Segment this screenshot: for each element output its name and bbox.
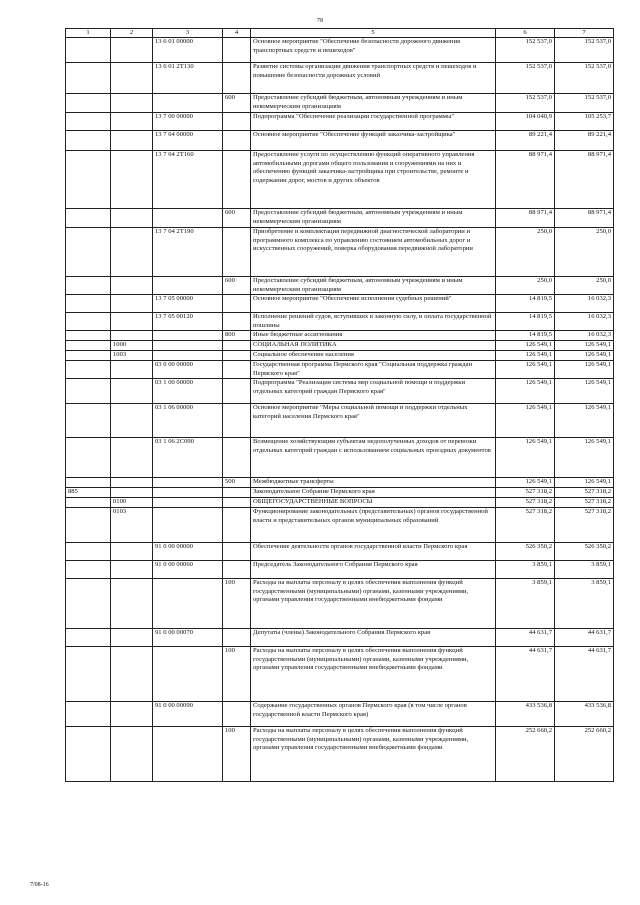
expense-type-cell: 500	[223, 478, 251, 488]
section-code-cell: 0100	[111, 498, 153, 508]
table-row	[66, 38, 614, 63]
column-header: 4	[223, 29, 251, 38]
target-code-cell: 13 7 05 00000	[153, 295, 223, 313]
target-code-cell	[153, 341, 223, 351]
grbs-code-cell	[66, 151, 111, 209]
target-code-cell: 13 7 04 00000	[153, 131, 223, 151]
amount-2017-cell: 3 859,1	[496, 561, 555, 579]
grbs-code-cell	[66, 438, 111, 478]
amount-2018-cell: 126 549,1	[555, 341, 614, 351]
amount-2018-cell: 126 549,1	[555, 351, 614, 361]
item-name-cell: Подпрограмма "Реализация системы мер социальной помощи и поддержки отдельных категорий граждан Пермского края"	[251, 379, 496, 404]
target-code-cell: 13 6 01 2Т130	[153, 63, 223, 94]
expense-type-cell: 100	[223, 579, 251, 629]
table-row	[66, 488, 614, 498]
expense-type-cell: 600	[223, 94, 251, 113]
table-header-row	[66, 29, 614, 38]
expense-type-cell	[223, 131, 251, 151]
target-code-cell: 13 7 00 00000	[153, 113, 223, 131]
table-row	[66, 561, 614, 579]
target-code-cell: 03 1 00 00000	[153, 379, 223, 404]
expense-type-cell: 600	[223, 209, 251, 228]
grbs-code-cell: 885	[66, 488, 111, 498]
amount-2017-cell: 250,0	[496, 277, 555, 295]
table-row	[66, 277, 614, 295]
table-row	[66, 351, 614, 361]
table-row	[66, 379, 614, 404]
grbs-code-cell	[66, 351, 111, 361]
amount-2017-cell: 126 549,1	[496, 438, 555, 478]
amount-2018-cell: 126 549,1	[555, 379, 614, 404]
amount-2017-cell: 526 350,2	[496, 543, 555, 561]
table-row	[66, 295, 614, 313]
grbs-code-cell	[66, 131, 111, 151]
amount-2018-cell: 16 032,3	[555, 331, 614, 341]
item-name-cell: Приобретение и комплектация передвижной диагностической лаборатории и программного комплекса по управлению состоянием автомобильных дорог и искусственных сооружений, поверка оборудования передвижной лаборатории	[251, 228, 496, 277]
expense-type-cell	[223, 113, 251, 131]
section-code-cell	[111, 561, 153, 579]
section-code-cell	[111, 404, 153, 438]
target-code-cell	[153, 488, 223, 498]
amount-2017-cell: 14 819,5	[496, 313, 555, 331]
table-row	[66, 543, 614, 561]
amount-2018-cell: 88 971,4	[555, 209, 614, 228]
section-code-cell	[111, 295, 153, 313]
expense-type-cell	[223, 295, 251, 313]
table-row	[66, 331, 614, 341]
section-code-cell	[111, 478, 153, 488]
target-code-cell: 13 6 01 00000	[153, 38, 223, 63]
amount-2018-cell: 3 859,1	[555, 561, 614, 579]
amount-2018-cell: 88 971,4	[555, 151, 614, 209]
section-code-cell	[111, 94, 153, 113]
item-name-cell: Законодательное Собрание Пермского края	[251, 488, 496, 498]
grbs-code-cell	[66, 331, 111, 341]
section-code-cell	[111, 629, 153, 647]
grbs-code-cell	[66, 228, 111, 277]
amount-2018-cell: 433 536,8	[555, 702, 614, 727]
target-code-cell	[153, 579, 223, 629]
grbs-code-cell	[66, 63, 111, 94]
amount-2017-cell: 88 971,4	[496, 151, 555, 209]
amount-2017-cell: 250,0	[496, 228, 555, 277]
item-name-cell: ОБЩЕГОСУДАРСТВЕННЫЕ ВОПРОСЫ	[251, 498, 496, 508]
item-name-cell: Расходы на выплаты персоналу в целях обеспечения выполнения функций государственными (муниципальными) органами, казенными учреждениями, органами управления государственными внебюджетными фондами	[251, 647, 496, 702]
grbs-code-cell	[66, 113, 111, 131]
amount-2017-cell: 152 537,0	[496, 94, 555, 113]
grbs-code-cell	[66, 498, 111, 508]
target-code-cell	[153, 508, 223, 543]
section-code-cell	[111, 331, 153, 341]
table-row	[66, 478, 614, 488]
grbs-code-cell	[66, 313, 111, 331]
item-name-cell: Предоставление субсидий бюджетным, автономным учреждениям и иным некоммерческим организациям	[251, 94, 496, 113]
grbs-code-cell	[66, 94, 111, 113]
column-header: 3	[153, 29, 223, 38]
section-code-cell	[111, 63, 153, 94]
item-name-cell: Подпрограмма "Обеспечение реализации государственной программы"	[251, 113, 496, 131]
section-code-cell: 1003	[111, 351, 153, 361]
item-name-cell: СОЦИАЛЬНАЯ ПОЛИТИКА	[251, 341, 496, 351]
item-name-cell: Развитие системы организации движения транспортных средств и пешеходов и повышение безопасности дорожных условий	[251, 63, 496, 94]
target-code-cell: 91 0 00 00060	[153, 561, 223, 579]
target-code-cell	[153, 277, 223, 295]
amount-2017-cell: 252 660,2	[496, 727, 555, 782]
column-header: 5	[251, 29, 496, 38]
grbs-code-cell	[66, 38, 111, 63]
target-code-cell: 91 0 00 00070	[153, 629, 223, 647]
grbs-code-cell	[66, 647, 111, 702]
table-row	[66, 113, 614, 131]
amount-2018-cell: 526 350,2	[555, 543, 614, 561]
column-header: 2	[111, 29, 153, 38]
grbs-code-cell	[66, 404, 111, 438]
section-code-cell	[111, 702, 153, 727]
page-number: 78	[317, 18, 323, 24]
amount-2017-cell: 433 536,8	[496, 702, 555, 727]
item-name-cell: Расходы на выплаты персоналу в целях обеспечения выполнения функций государственными (муниципальными) органами, казенными учреждениями, органами управления государственными внебюджетными фондами	[251, 727, 496, 782]
grbs-code-cell	[66, 341, 111, 351]
item-name-cell: Основное мероприятие "Обеспечение функций заказчика-застройщика"	[251, 131, 496, 151]
amount-2017-cell: 527 318,2	[496, 508, 555, 543]
section-code-cell	[111, 209, 153, 228]
item-name-cell: Депутаты (члены) Законодательного Собрания Пермского края	[251, 629, 496, 647]
expense-type-cell: 100	[223, 647, 251, 702]
amount-2017-cell: 104 040,9	[496, 113, 555, 131]
amount-2018-cell: 527 318,2	[555, 488, 614, 498]
expense-type-cell: 600	[223, 277, 251, 295]
amount-2017-cell: 126 549,1	[496, 379, 555, 404]
expense-type-cell	[223, 404, 251, 438]
expense-type-cell	[223, 38, 251, 63]
amount-2018-cell: 126 549,1	[555, 404, 614, 438]
amount-2018-cell: 152 537,0	[555, 38, 614, 63]
amount-2017-cell: 89 221,4	[496, 131, 555, 151]
amount-2018-cell: 126 549,1	[555, 478, 614, 488]
item-name-cell: Возмещение хозяйствующим субъектам недополученных доходов от перевозки отдельных категорий граждан с использованием социальных проездных документов	[251, 438, 496, 478]
grbs-code-cell	[66, 209, 111, 228]
grbs-code-cell	[66, 629, 111, 647]
table-row	[66, 131, 614, 151]
target-code-cell: 91 0 00 00090	[153, 702, 223, 727]
target-code-cell	[153, 94, 223, 113]
expense-type-cell	[223, 561, 251, 579]
amount-2017-cell: 126 549,1	[496, 404, 555, 438]
table-row	[66, 438, 614, 478]
table-row	[66, 508, 614, 543]
section-code-cell	[111, 379, 153, 404]
table-row	[66, 498, 614, 508]
table-row	[66, 151, 614, 209]
target-code-cell	[153, 727, 223, 782]
column-header: 6	[496, 29, 555, 38]
amount-2017-cell: 527 318,2	[496, 498, 555, 508]
expense-type-cell	[223, 498, 251, 508]
target-code-cell: 03 1 06 2С090	[153, 438, 223, 478]
target-code-cell	[153, 209, 223, 228]
section-code-cell	[111, 727, 153, 782]
expense-type-cell	[223, 341, 251, 351]
expense-type-cell	[223, 629, 251, 647]
table-row	[66, 209, 614, 228]
table-row	[66, 228, 614, 277]
expense-type-cell	[223, 228, 251, 277]
amount-2017-cell: 14 819,5	[496, 331, 555, 341]
amount-2018-cell: 105 253,7	[555, 113, 614, 131]
target-code-cell	[153, 331, 223, 341]
expense-type-cell	[223, 63, 251, 94]
target-code-cell: 91 0 00 00000	[153, 543, 223, 561]
expense-type-cell	[223, 313, 251, 331]
grbs-code-cell	[66, 295, 111, 313]
table-row	[66, 63, 614, 94]
amount-2018-cell: 44 631,7	[555, 629, 614, 647]
section-code-cell	[111, 277, 153, 295]
grbs-code-cell	[66, 727, 111, 782]
section-code-cell	[111, 543, 153, 561]
section-code-cell	[111, 647, 153, 702]
amount-2017-cell: 152 537,0	[496, 38, 555, 63]
target-code-cell	[153, 647, 223, 702]
amount-2017-cell: 126 549,1	[496, 341, 555, 351]
item-name-cell: Функционирование законодательных (представительных) органов государственной власти и представительных органов муниципальных образований	[251, 508, 496, 543]
amount-2017-cell: 88 971,4	[496, 209, 555, 228]
footer-code: 7/08-16	[30, 882, 49, 888]
item-name-cell: Содержание государственных органов Пермского края (в том числе органов государственной власти Пермского края)	[251, 702, 496, 727]
section-code-cell: 0103	[111, 508, 153, 543]
grbs-code-cell	[66, 361, 111, 379]
amount-2018-cell: 126 549,1	[555, 438, 614, 478]
section-code-cell: 1000	[111, 341, 153, 351]
expense-type-cell	[223, 508, 251, 543]
expense-type-cell	[223, 543, 251, 561]
item-name-cell: Основное мероприятие "Обеспечение безопасности дорожного движения транспортных средств и пешеходов"	[251, 38, 496, 63]
target-code-cell	[153, 478, 223, 488]
section-code-cell	[111, 228, 153, 277]
amount-2017-cell: 527 318,2	[496, 488, 555, 498]
item-name-cell: Предоставление услуги по осуществлению функций оперативного управления автомобильными дорогами общего пользования и сооружениями на них и обеспечению функций заказчика-застройщика при строительстве, ремонте и содержании дорог, мостов и других объектов	[251, 151, 496, 209]
grbs-code-cell	[66, 379, 111, 404]
table-row	[66, 647, 614, 702]
amount-2017-cell: 14 819,5	[496, 295, 555, 313]
section-code-cell	[111, 579, 153, 629]
amount-2018-cell: 44 631,7	[555, 647, 614, 702]
item-name-cell: Расходы на выплаты персоналу в целях обеспечения выполнения функций государственными (муниципальными) органами, казенными учреждениями, органами управления государственными внебюджетными фондами	[251, 579, 496, 629]
section-code-cell	[111, 113, 153, 131]
amount-2018-cell: 3 859,1	[555, 579, 614, 629]
amount-2017-cell: 44 631,7	[496, 629, 555, 647]
item-name-cell: Межбюджетные трансферты	[251, 478, 496, 488]
column-header: 7	[555, 29, 614, 38]
grbs-code-cell	[66, 508, 111, 543]
expense-type-cell: 800	[223, 331, 251, 341]
target-code-cell: 03 1 06 00000	[153, 404, 223, 438]
amount-2017-cell: 152 537,0	[496, 63, 555, 94]
target-code-cell: 13 7 04 2Т190	[153, 228, 223, 277]
amount-2018-cell: 527 318,2	[555, 508, 614, 543]
item-name-cell: Предоставление субсидий бюджетным, автономным учреждениям и иным некоммерческим организациям	[251, 277, 496, 295]
target-code-cell: 13 7 04 2Т160	[153, 151, 223, 209]
amount-2018-cell: 250,0	[555, 228, 614, 277]
target-code-cell	[153, 498, 223, 508]
table-row	[66, 702, 614, 727]
table-row	[66, 341, 614, 351]
grbs-code-cell	[66, 702, 111, 727]
expense-type-cell	[223, 702, 251, 727]
target-code-cell	[153, 351, 223, 361]
table-row	[66, 727, 614, 782]
expense-type-cell	[223, 361, 251, 379]
expense-type-cell	[223, 488, 251, 498]
expense-type-cell	[223, 151, 251, 209]
amount-2018-cell: 152 537,0	[555, 94, 614, 113]
table-row	[66, 404, 614, 438]
item-name-cell: Председатель Законодательного Собрания Пермского края	[251, 561, 496, 579]
budget-table	[65, 28, 614, 782]
item-name-cell: Государственная программа Пермского края "Социальная поддержка граждан Пермского края"	[251, 361, 496, 379]
section-code-cell	[111, 131, 153, 151]
section-code-cell	[111, 488, 153, 498]
item-name-cell: Обеспечение деятельности органов государственной власти Пермского края	[251, 543, 496, 561]
expense-type-cell: 100	[223, 727, 251, 782]
section-code-cell	[111, 361, 153, 379]
section-code-cell	[111, 151, 153, 209]
amount-2017-cell: 126 549,1	[496, 351, 555, 361]
grbs-code-cell	[66, 478, 111, 488]
expense-type-cell	[223, 438, 251, 478]
item-name-cell: Предоставление субсидий бюджетным, автономным учреждениям и иным некоммерческим организациям	[251, 209, 496, 228]
grbs-code-cell	[66, 579, 111, 629]
item-name-cell: Основное мероприятие "Меры социальной помощи и поддержки отдельных категорий населения Пермского края"	[251, 404, 496, 438]
amount-2017-cell: 44 631,7	[496, 647, 555, 702]
amount-2017-cell: 3 859,1	[496, 579, 555, 629]
column-header: 1	[66, 29, 111, 38]
item-name-cell: Основное мероприятие "Обеспечение исполнения судебных решений"	[251, 295, 496, 313]
amount-2018-cell: 16 032,3	[555, 313, 614, 331]
amount-2018-cell: 252 660,2	[555, 727, 614, 782]
amount-2018-cell: 527 318,2	[555, 498, 614, 508]
target-code-cell: 03 0 00 00000	[153, 361, 223, 379]
table-row	[66, 361, 614, 379]
amount-2017-cell: 126 549,1	[496, 478, 555, 488]
amount-2018-cell: 152 537,0	[555, 63, 614, 94]
amount-2018-cell: 16 032,3	[555, 295, 614, 313]
item-name-cell: Социальное обеспечение населения	[251, 351, 496, 361]
table-row	[66, 313, 614, 331]
item-name-cell: Исполнение решений судов, вступивших в законную силу, и оплата государственной пошлины	[251, 313, 496, 331]
amount-2018-cell: 250,0	[555, 277, 614, 295]
amount-2018-cell: 126 549,1	[555, 361, 614, 379]
grbs-code-cell	[66, 543, 111, 561]
table-row	[66, 629, 614, 647]
table-row	[66, 94, 614, 113]
section-code-cell	[111, 38, 153, 63]
expense-type-cell	[223, 351, 251, 361]
target-code-cell: 13 7 05 00120	[153, 313, 223, 331]
grbs-code-cell	[66, 561, 111, 579]
expense-type-cell	[223, 379, 251, 404]
amount-2017-cell: 126 549,1	[496, 361, 555, 379]
section-code-cell	[111, 438, 153, 478]
section-code-cell	[111, 313, 153, 331]
amount-2018-cell: 89 221,4	[555, 131, 614, 151]
table-row	[66, 579, 614, 629]
item-name-cell: Иные бюджетные ассигнования	[251, 331, 496, 341]
grbs-code-cell	[66, 277, 111, 295]
